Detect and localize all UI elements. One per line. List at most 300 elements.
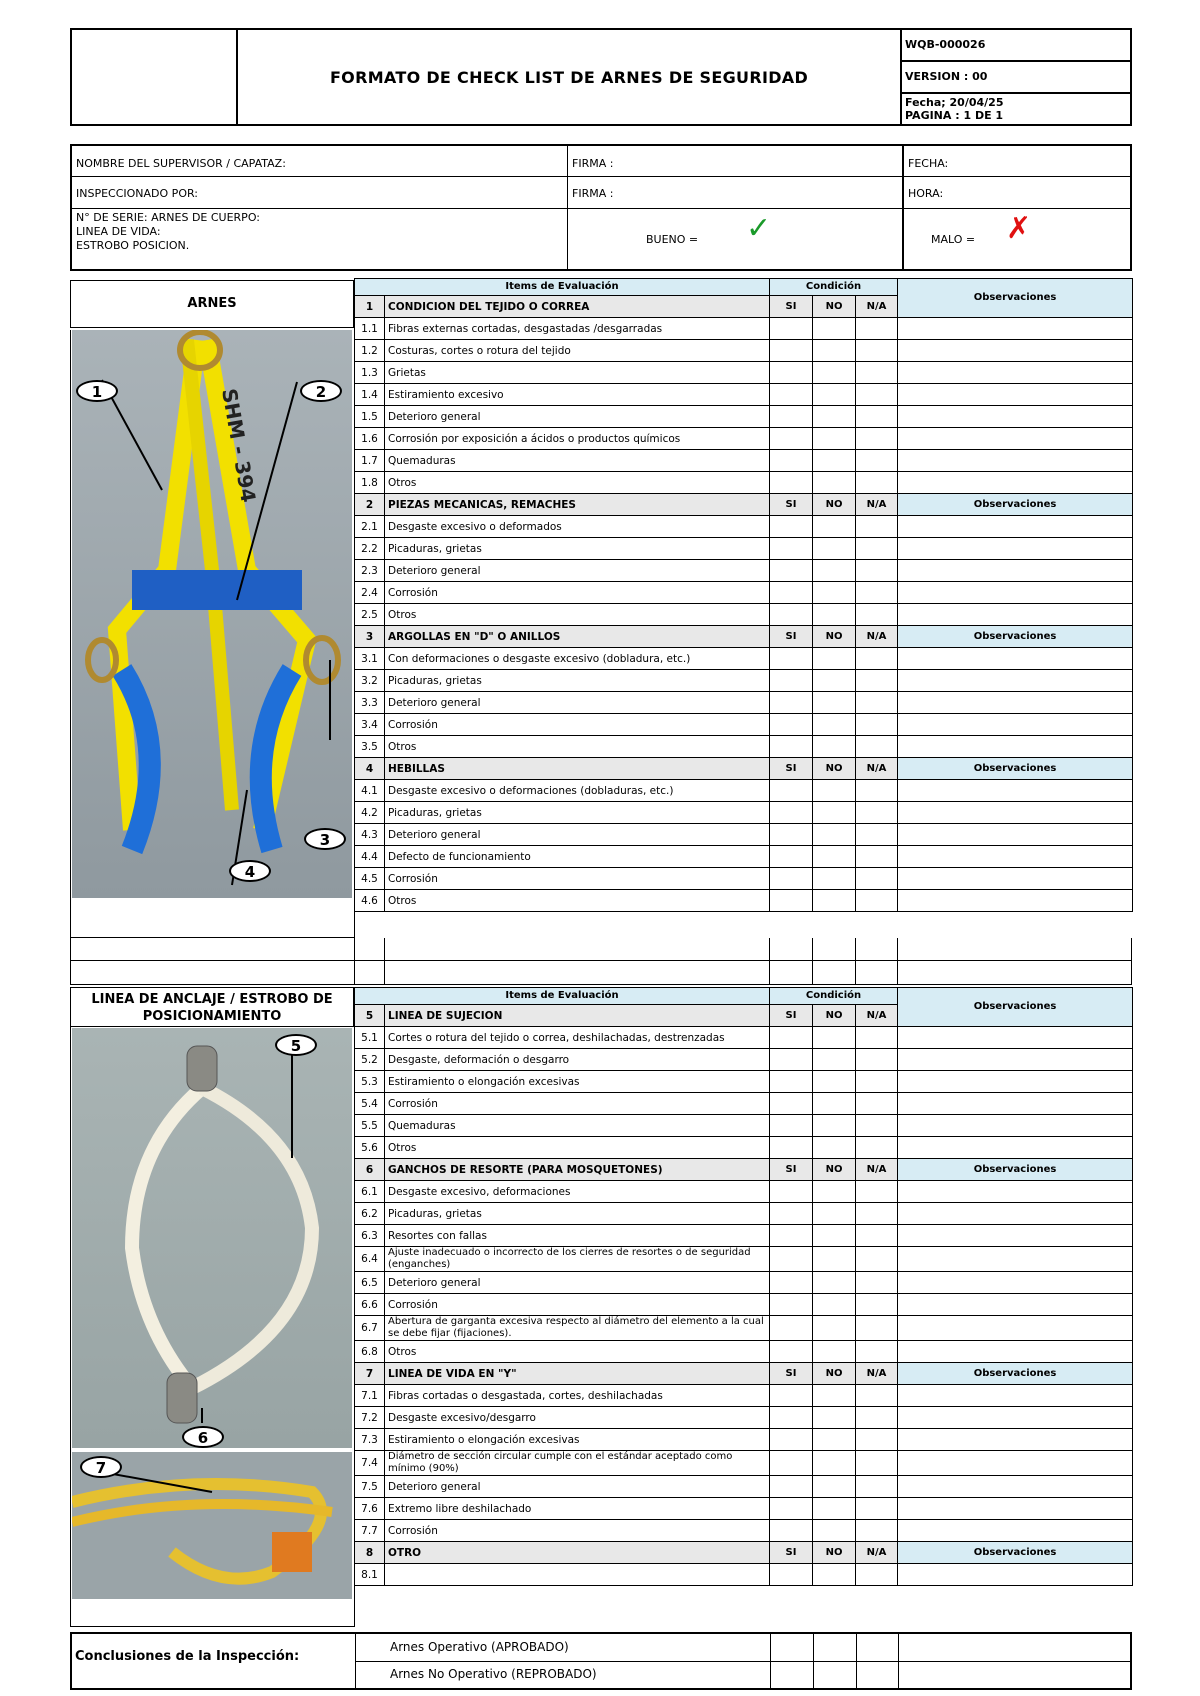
checkbox-no[interactable] xyxy=(813,340,856,362)
checkbox-na[interactable] xyxy=(856,1181,898,1203)
checklist-item-row xyxy=(355,1385,1133,1407)
section-number: 8 xyxy=(355,1542,385,1564)
observation-cell[interactable] xyxy=(898,1564,1133,1586)
checkbox-na[interactable] xyxy=(856,362,898,384)
checkbox-no[interactable] xyxy=(813,1451,856,1476)
checkbox-si[interactable] xyxy=(770,318,813,340)
item-description: Desgaste excesivo o deformaciones (dobladuras, etc.) xyxy=(385,780,770,802)
observation-cell[interactable] xyxy=(898,670,1133,692)
checkbox-na[interactable] xyxy=(856,1476,898,1498)
item-number: 4.3 xyxy=(355,824,385,846)
observation-cell[interactable] xyxy=(898,1316,1133,1341)
item-description: Desgaste, deformación o desgarro xyxy=(385,1049,770,1071)
marker-3: 3 xyxy=(304,828,346,850)
observation-cell[interactable] xyxy=(898,538,1133,560)
checkbox-no[interactable] xyxy=(813,1316,856,1341)
observations-header: Observaciones xyxy=(898,626,1133,648)
checkbox-si[interactable] xyxy=(770,560,813,582)
checkbox-si[interactable] xyxy=(770,1181,813,1203)
checkbox-no[interactable] xyxy=(813,560,856,582)
checkbox-no[interactable] xyxy=(813,1203,856,1225)
checkbox-no[interactable] xyxy=(813,1115,856,1137)
checkbox-si[interactable] xyxy=(770,824,813,846)
checkbox-si[interactable] xyxy=(770,1115,813,1137)
checkbox-si[interactable] xyxy=(770,890,813,912)
item-number: 1.4 xyxy=(355,384,385,406)
item-number: 7.1 xyxy=(355,1385,385,1407)
observations-header: Observaciones xyxy=(898,1159,1133,1181)
checkbox-na[interactable] xyxy=(856,846,898,868)
date-field[interactable]: FECHA: xyxy=(908,157,949,170)
observation-cell[interactable] xyxy=(898,802,1133,824)
checkbox-na[interactable] xyxy=(856,340,898,362)
observation-cell[interactable] xyxy=(898,736,1133,758)
checkbox-no[interactable] xyxy=(813,1476,856,1498)
anchor-line-label: LINEA DE ANCLAJE / ESTROBO DE POSICIONAMIENTO xyxy=(70,987,354,1027)
checkbox-na[interactable] xyxy=(856,780,898,802)
item-description: Extremo libre deshilachado xyxy=(385,1498,770,1520)
observation-cell[interactable] xyxy=(898,516,1133,538)
section-row xyxy=(355,1542,1133,1564)
checkbox-no[interactable] xyxy=(813,1049,856,1071)
checklist-item-row xyxy=(355,318,1133,340)
checklist-item-row xyxy=(355,340,1133,362)
observation-cell[interactable] xyxy=(898,582,1133,604)
item-number: 6.4 xyxy=(355,1247,385,1272)
observation-cell[interactable] xyxy=(898,1272,1133,1294)
item-description: Deterioro general xyxy=(385,560,770,582)
item-description: Cortes o rotura del tejido o correa, deshilachadas, destrenzadas xyxy=(385,1027,770,1049)
item-description: Estiramiento o elongación excesivas xyxy=(385,1429,770,1451)
checkbox-na[interactable] xyxy=(856,318,898,340)
observation-cell[interactable] xyxy=(898,472,1133,494)
checkbox-na[interactable] xyxy=(856,1093,898,1115)
checkbox-si[interactable] xyxy=(770,714,813,736)
checklist-item-row xyxy=(355,868,1133,890)
checklist-item-row xyxy=(355,824,1133,846)
checklist-item-row xyxy=(355,1181,1133,1203)
checkbox-na[interactable] xyxy=(856,1203,898,1225)
checkbox-na[interactable] xyxy=(856,516,898,538)
observation-cell[interactable] xyxy=(898,1093,1133,1115)
checkbox-si[interactable] xyxy=(770,1564,813,1586)
checkbox-si[interactable] xyxy=(770,802,813,824)
checkbox-si[interactable] xyxy=(770,1476,813,1498)
item-number: 1.7 xyxy=(355,450,385,472)
checkbox-na[interactable] xyxy=(856,670,898,692)
checkbox-no[interactable] xyxy=(813,1137,856,1159)
observation-cell[interactable] xyxy=(898,648,1133,670)
checkbox-na[interactable] xyxy=(856,384,898,406)
item-number: 4.2 xyxy=(355,802,385,824)
checkbox-si[interactable] xyxy=(770,604,813,626)
checkbox-na[interactable] xyxy=(856,428,898,450)
item-number: 5.2 xyxy=(355,1049,385,1071)
checkbox-si[interactable] xyxy=(770,648,813,670)
inspected-by-field[interactable]: INSPECCIONADO POR: xyxy=(76,187,198,200)
no-header: NO xyxy=(813,1005,856,1027)
signature-field-1[interactable]: FIRMA : xyxy=(572,157,614,170)
checkbox-no[interactable] xyxy=(813,406,856,428)
item-number: 5.4 xyxy=(355,1093,385,1115)
checkbox-si[interactable] xyxy=(770,780,813,802)
checkbox-si[interactable] xyxy=(770,1272,813,1294)
rejected-option[interactable]: Arnes No Operativo (REPROBADO) xyxy=(390,1667,597,1681)
observation-cell[interactable] xyxy=(898,824,1133,846)
observation-cell[interactable] xyxy=(898,1520,1133,1542)
item-number: 7.4 xyxy=(355,1451,385,1476)
cross-icon: ✗ xyxy=(1006,211,1032,246)
checkbox-no[interactable] xyxy=(813,1093,856,1115)
item-description: Diámetro de sección circular cumple con el estándar aceptado como mínimo (90%) xyxy=(385,1451,770,1476)
checkbox-no[interactable] xyxy=(813,362,856,384)
document-version: VERSION : 00 xyxy=(902,62,1130,94)
no-header: NO xyxy=(813,296,856,318)
checkbox-si[interactable] xyxy=(770,582,813,604)
checkbox-si[interactable] xyxy=(770,1137,813,1159)
observation-cell[interactable] xyxy=(898,1137,1133,1159)
checkbox-no[interactable] xyxy=(813,780,856,802)
checkbox-na[interactable] xyxy=(856,1520,898,1542)
checkbox-si[interactable] xyxy=(770,1341,813,1363)
no-header: NO xyxy=(813,494,856,516)
checklist-item-row xyxy=(355,890,1133,912)
si-header: SI xyxy=(770,296,813,318)
checkbox-no[interactable] xyxy=(813,692,856,714)
checkbox-no[interactable] xyxy=(813,318,856,340)
marker-5: 5 xyxy=(275,1034,317,1056)
item-description: Desgaste excesivo, deformaciones xyxy=(385,1181,770,1203)
checklist-item-row xyxy=(355,516,1133,538)
checkbox-na[interactable] xyxy=(856,648,898,670)
observation-cell[interactable] xyxy=(898,1476,1133,1498)
item-description: Resortes con fallas xyxy=(385,1225,770,1247)
checkbox-na[interactable] xyxy=(856,472,898,494)
item-number: 1.3 xyxy=(355,362,385,384)
checkbox-si[interactable] xyxy=(770,384,813,406)
item-description: Fibras externas cortadas, desgastadas /desgarradas xyxy=(385,318,770,340)
checkbox-na[interactable] xyxy=(856,802,898,824)
item-description: Otros xyxy=(385,890,770,912)
checkbox-si[interactable] xyxy=(770,670,813,692)
observation-cell[interactable] xyxy=(898,1049,1133,1071)
checklist-item-row xyxy=(355,560,1133,582)
observation-cell[interactable] xyxy=(898,1247,1133,1272)
item-number: 6.7 xyxy=(355,1316,385,1341)
checkbox-no[interactable] xyxy=(813,582,856,604)
checkbox-no[interactable] xyxy=(813,450,856,472)
observation-cell[interactable] xyxy=(898,890,1133,912)
checklist-item-row xyxy=(355,1071,1133,1093)
checkbox-no[interactable] xyxy=(813,1181,856,1203)
item-number: 3.1 xyxy=(355,648,385,670)
item-description: Costuras, cortes o rotura del tejido xyxy=(385,340,770,362)
checklist-item-row xyxy=(355,1093,1133,1115)
checkbox-na[interactable] xyxy=(856,1027,898,1049)
checkbox-si[interactable] xyxy=(770,692,813,714)
checkbox-na[interactable] xyxy=(856,1429,898,1451)
observation-cell[interactable] xyxy=(898,318,1133,340)
photo-frame-1 xyxy=(70,330,355,938)
checkbox-si[interactable] xyxy=(770,1498,813,1520)
checkbox-no[interactable] xyxy=(813,846,856,868)
checkbox-na[interactable] xyxy=(856,1564,898,1586)
checklist-item-row xyxy=(355,692,1133,714)
item-number: 8.1 xyxy=(355,1564,385,1586)
checkbox-no[interactable] xyxy=(813,1407,856,1429)
observation-cell[interactable] xyxy=(898,1115,1133,1137)
checkbox-na[interactable] xyxy=(856,604,898,626)
checkbox-no[interactable] xyxy=(813,428,856,450)
checklist-item-row xyxy=(355,1272,1133,1294)
checkbox-no[interactable] xyxy=(813,1071,856,1093)
checkbox-si[interactable] xyxy=(770,1247,813,1272)
checklist-item-row xyxy=(355,648,1133,670)
checkbox-si[interactable] xyxy=(770,472,813,494)
checklist-item-row xyxy=(355,1429,1133,1451)
checkbox-si[interactable] xyxy=(770,1451,813,1476)
checkbox-si[interactable] xyxy=(770,450,813,472)
item-description: Picaduras, grietas xyxy=(385,670,770,692)
checkbox-si[interactable] xyxy=(770,428,813,450)
checkbox-na[interactable] xyxy=(856,1071,898,1093)
item-number: 4.5 xyxy=(355,868,385,890)
checkbox-na[interactable] xyxy=(856,1316,898,1341)
item-number: 6.5 xyxy=(355,1272,385,1294)
supervisor-field[interactable]: NOMBRE DEL SUPERVISOR / CAPATAZ: xyxy=(76,157,286,170)
signature-field-2[interactable]: FIRMA : xyxy=(572,187,614,200)
checkbox-si[interactable] xyxy=(770,868,813,890)
checkbox-no[interactable] xyxy=(813,1027,856,1049)
observation-cell[interactable] xyxy=(898,428,1133,450)
time-field[interactable]: HORA: xyxy=(908,187,944,200)
observations-header: Observaciones xyxy=(898,758,1133,780)
observation-cell[interactable] xyxy=(898,780,1133,802)
checkbox-na[interactable] xyxy=(856,736,898,758)
observation-cell[interactable] xyxy=(898,560,1133,582)
serial-positioning: ESTROBO POSICION. xyxy=(76,239,190,252)
si-header: SI xyxy=(770,626,813,648)
checkbox-na[interactable] xyxy=(856,868,898,890)
checkbox-na[interactable] xyxy=(856,560,898,582)
observation-cell[interactable] xyxy=(898,1341,1133,1363)
conclusions-block xyxy=(70,1632,1132,1690)
item-description: Picaduras, grietas xyxy=(385,538,770,560)
checkbox-na[interactable] xyxy=(856,1385,898,1407)
si-header: SI xyxy=(770,1005,813,1027)
serial-numbers[interactable] xyxy=(72,208,567,256)
observation-cell[interactable] xyxy=(898,1181,1133,1203)
observation-cell[interactable] xyxy=(898,1071,1133,1093)
section-number: 6 xyxy=(355,1159,385,1181)
checkbox-na[interactable] xyxy=(856,714,898,736)
checkbox-no[interactable] xyxy=(813,538,856,560)
checkbox-si[interactable] xyxy=(770,1203,813,1225)
checkbox-no[interactable] xyxy=(813,604,856,626)
observation-cell[interactable] xyxy=(898,714,1133,736)
checkbox-na[interactable] xyxy=(856,1498,898,1520)
item-description: Picaduras, grietas xyxy=(385,1203,770,1225)
section-title: HEBILLAS xyxy=(385,758,770,780)
item-number: 4.6 xyxy=(355,890,385,912)
checkbox-no[interactable] xyxy=(813,670,856,692)
harness-checklist-table xyxy=(354,278,1133,912)
harness-label: ARNES xyxy=(70,280,354,328)
checkbox-si[interactable] xyxy=(770,1294,813,1316)
checkbox-si[interactable] xyxy=(770,736,813,758)
check-icon: ✓ xyxy=(746,211,772,246)
observation-cell[interactable] xyxy=(898,1385,1133,1407)
checkbox-na[interactable] xyxy=(856,582,898,604)
item-description: Corrosión xyxy=(385,1520,770,1542)
checkbox-no[interactable] xyxy=(813,1385,856,1407)
checkbox-no[interactable] xyxy=(813,1294,856,1316)
checkbox-no[interactable] xyxy=(813,1272,856,1294)
checkbox-na[interactable] xyxy=(856,692,898,714)
checkbox-na[interactable] xyxy=(856,1247,898,1272)
observation-cell[interactable] xyxy=(898,604,1133,626)
checkbox-si[interactable] xyxy=(770,1049,813,1071)
item-number: 5.5 xyxy=(355,1115,385,1137)
item-number: 7.3 xyxy=(355,1429,385,1451)
section-title: ARGOLLAS EN "D" O ANILLOS xyxy=(385,626,770,648)
observation-cell[interactable] xyxy=(898,1451,1133,1476)
checkbox-na[interactable] xyxy=(856,1341,898,1363)
observation-cell[interactable] xyxy=(898,868,1133,890)
checkbox-si[interactable] xyxy=(770,846,813,868)
checkbox-si[interactable] xyxy=(770,340,813,362)
section-row xyxy=(355,626,1133,648)
item-number: 1.1 xyxy=(355,318,385,340)
checkbox-no[interactable] xyxy=(813,1247,856,1272)
checkbox-na[interactable] xyxy=(856,1407,898,1429)
checkbox-no[interactable] xyxy=(813,384,856,406)
checkbox-na[interactable] xyxy=(856,1272,898,1294)
section-title: GANCHOS DE RESORTE (PARA MOSQUETONES) xyxy=(385,1159,770,1181)
checkbox-si[interactable] xyxy=(770,1316,813,1341)
checkbox-si[interactable] xyxy=(770,1407,813,1429)
section-title: PIEZAS MECANICAS, REMACHES xyxy=(385,494,770,516)
checkbox-si[interactable] xyxy=(770,1093,813,1115)
observation-cell[interactable] xyxy=(898,384,1133,406)
checklist-item-row xyxy=(355,802,1133,824)
marker-6: 6 xyxy=(182,1426,224,1448)
checkbox-no[interactable] xyxy=(813,802,856,824)
checkbox-na[interactable] xyxy=(856,1115,898,1137)
checkbox-si[interactable] xyxy=(770,362,813,384)
checklist-item-row xyxy=(355,582,1133,604)
na-header: N/A xyxy=(856,758,898,780)
na-header: N/A xyxy=(856,626,898,648)
checkbox-si[interactable] xyxy=(770,516,813,538)
item-number: 2.3 xyxy=(355,560,385,582)
item-description: Defecto de funcionamiento xyxy=(385,846,770,868)
checkbox-si[interactable] xyxy=(770,1071,813,1093)
checklist-item-row xyxy=(355,1247,1133,1272)
item-description: Quemaduras xyxy=(385,450,770,472)
checkbox-no[interactable] xyxy=(813,824,856,846)
checkbox-na[interactable] xyxy=(856,1294,898,1316)
checkbox-no[interactable] xyxy=(813,736,856,758)
checkbox-no[interactable] xyxy=(813,516,856,538)
checklist-item-row xyxy=(355,384,1133,406)
si-header: SI xyxy=(770,758,813,780)
na-header: N/A xyxy=(856,1542,898,1564)
checkbox-na[interactable] xyxy=(856,1049,898,1071)
item-number: 2.5 xyxy=(355,604,385,626)
checkbox-no[interactable] xyxy=(813,472,856,494)
blank-rows xyxy=(70,938,1132,985)
no-header: NO xyxy=(813,1363,856,1385)
observation-cell[interactable] xyxy=(898,1407,1133,1429)
no-header: NO xyxy=(813,1542,856,1564)
observation-cell[interactable] xyxy=(898,406,1133,428)
checklist-item-row xyxy=(355,1316,1133,1341)
observation-cell[interactable] xyxy=(898,340,1133,362)
na-header: N/A xyxy=(856,494,898,516)
observations-header: Observaciones xyxy=(898,494,1133,516)
checklist-item-row xyxy=(355,472,1133,494)
section-title: LINEA DE SUJECION xyxy=(385,1005,770,1027)
checklist-item-row xyxy=(355,1203,1133,1225)
checkbox-si[interactable] xyxy=(770,1520,813,1542)
checkbox-no[interactable] xyxy=(813,1520,856,1542)
checklist-item-row xyxy=(355,538,1133,560)
observation-cell[interactable] xyxy=(898,1429,1133,1451)
logo-box xyxy=(72,30,238,124)
checkbox-si[interactable] xyxy=(770,406,813,428)
checkbox-si[interactable] xyxy=(770,538,813,560)
checklist-item-row xyxy=(355,1225,1133,1247)
checkbox-si[interactable] xyxy=(770,1385,813,1407)
observation-cell[interactable] xyxy=(898,362,1133,384)
checkbox-no[interactable] xyxy=(813,1225,856,1247)
checkbox-na[interactable] xyxy=(856,1225,898,1247)
item-description: Quemaduras xyxy=(385,1115,770,1137)
checkbox-no[interactable] xyxy=(813,890,856,912)
checkbox-si[interactable] xyxy=(770,1027,813,1049)
observation-cell[interactable] xyxy=(898,450,1133,472)
observation-cell[interactable] xyxy=(898,1498,1133,1520)
checkbox-no[interactable] xyxy=(813,868,856,890)
observation-cell[interactable] xyxy=(898,692,1133,714)
checkbox-na[interactable] xyxy=(856,890,898,912)
checkbox-na[interactable] xyxy=(856,1137,898,1159)
item-number: 7.7 xyxy=(355,1520,385,1542)
checkbox-na[interactable] xyxy=(856,538,898,560)
observation-cell[interactable] xyxy=(898,1027,1133,1049)
checkbox-si[interactable] xyxy=(770,1225,813,1247)
checkbox-no[interactable] xyxy=(813,1429,856,1451)
checkbox-no[interactable] xyxy=(813,1564,856,1586)
checklist-item-row xyxy=(355,714,1133,736)
checkbox-no[interactable] xyxy=(813,1498,856,1520)
checkbox-na[interactable] xyxy=(856,824,898,846)
checkbox-no[interactable] xyxy=(813,714,856,736)
observation-cell[interactable] xyxy=(898,1203,1133,1225)
observation-cell[interactable] xyxy=(898,846,1133,868)
checkbox-no[interactable] xyxy=(813,648,856,670)
checkbox-si[interactable] xyxy=(770,1429,813,1451)
approved-option[interactable]: Arnes Operativo (APROBADO) xyxy=(390,1640,569,1654)
checkbox-no[interactable] xyxy=(813,1341,856,1363)
checkbox-na[interactable] xyxy=(856,406,898,428)
checkbox-na[interactable] xyxy=(856,1451,898,1476)
item-description: Grietas xyxy=(385,362,770,384)
checkbox-na[interactable] xyxy=(856,450,898,472)
observation-cell[interactable] xyxy=(898,1225,1133,1247)
observation-cell[interactable] xyxy=(898,1294,1133,1316)
